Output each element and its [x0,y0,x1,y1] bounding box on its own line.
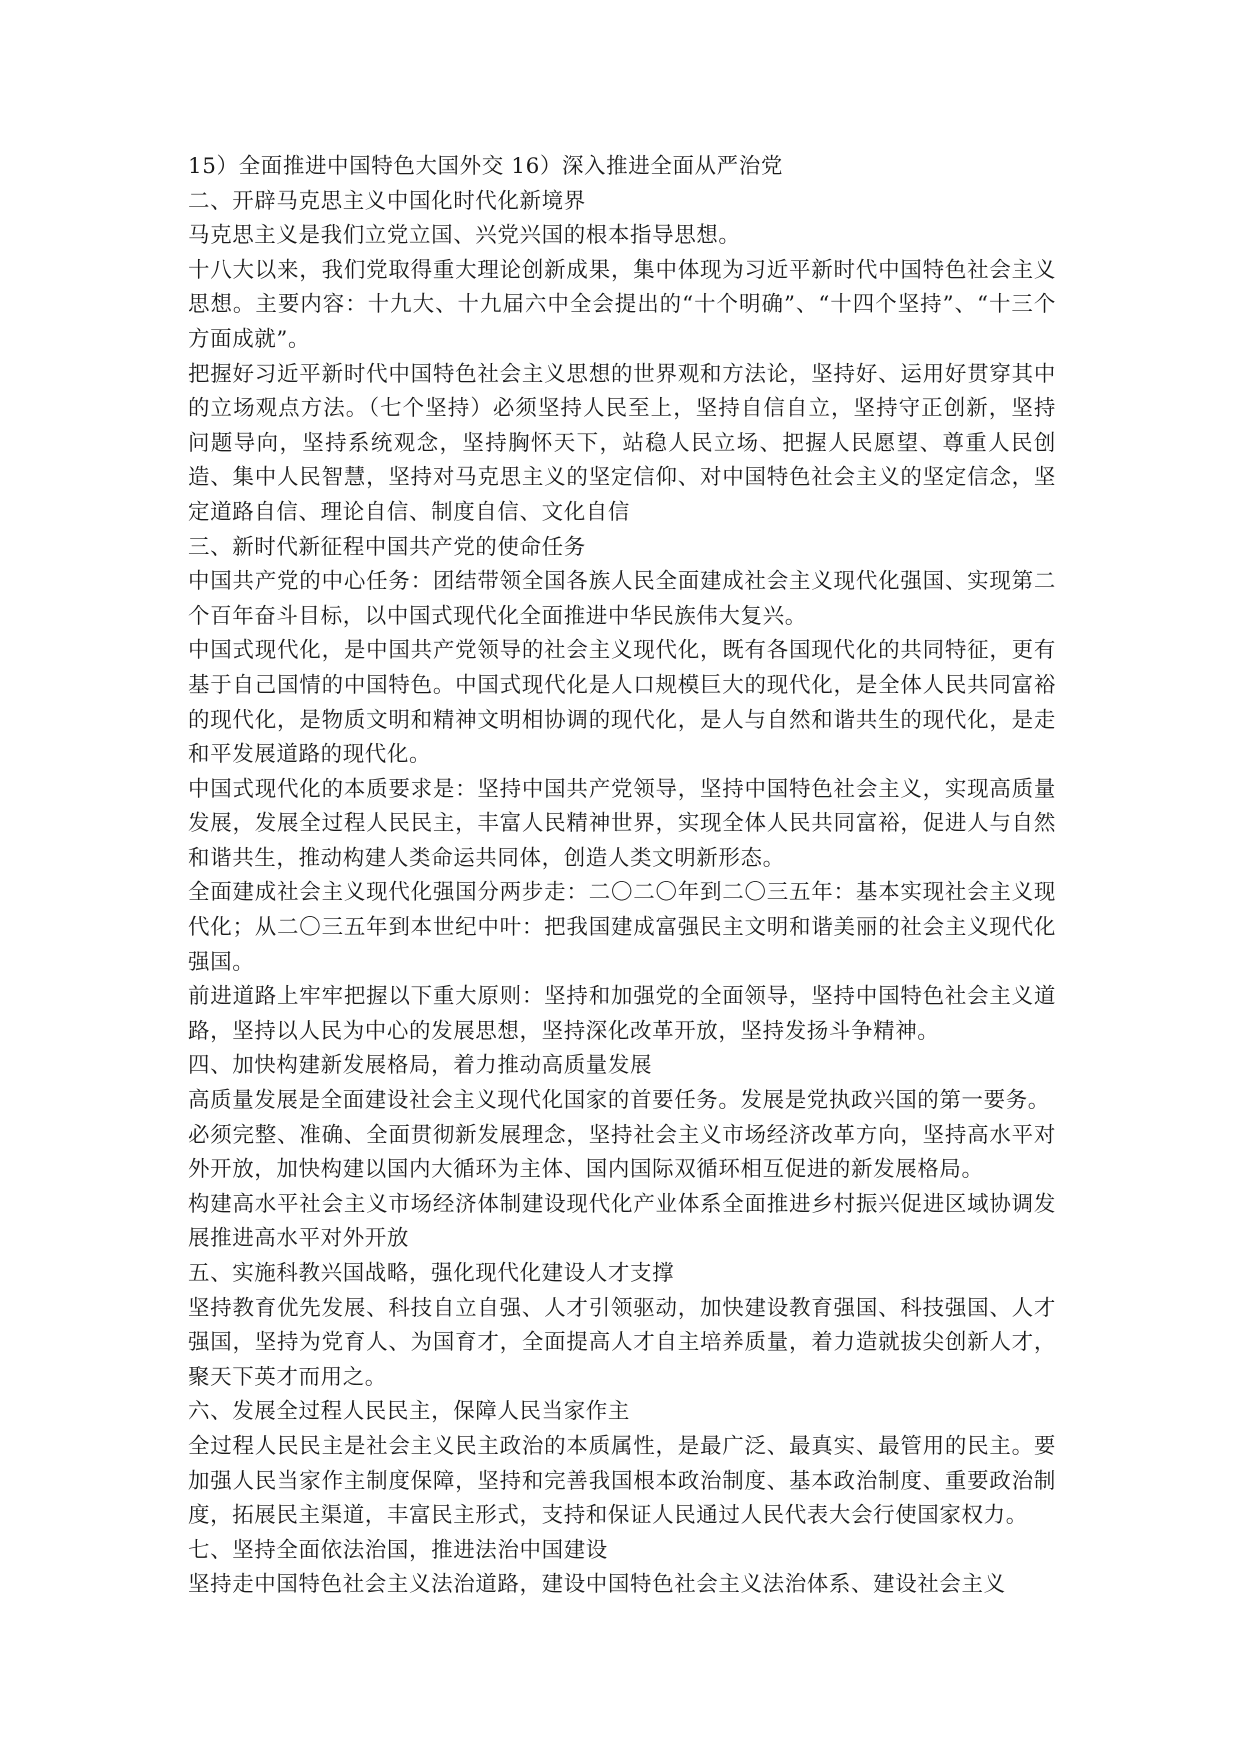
section-heading: 二、开辟马克思主义中国化时代化新境界 [188,188,586,214]
paragraph: 全过程人民民主是社会主义民主政治的本质属性，是最广泛、最真实、最管用的民主。要加强人民当家作主制度保障，坚持和完善我国根本政治制度、基本政治制度、重要政治制度，拓展民主渠道，丰富民主形式，支持和保证人民通过人民代表大会行使国家权力。 [188,1433,1056,1529]
section-heading: 四、加快构建新发展格局，着力推动高质量发展 [188,1053,653,1079]
paragraph: 把握好习近平新时代中国特色社会主义思想的世界观和方法论，坚持好、运用好贯穿其中的立场观点方法。（七个坚持）必须坚持人民至上，坚持自信自立，坚持守正创新，坚持问题导向，坚持系统观念，坚持胸怀天下，站稳人民立场、把握人民愿望、尊重人民创造、集中人民智慧，坚持对马克思主义的坚定信仰、对中国特色社会主义的坚定信念，坚定道路自信、理论自信、制度自信、文化自信 [188,361,1056,525]
section-heading: 六、发展全过程人民民主，保障人民当家作主 [188,1399,631,1425]
document-page [188,150,1056,1603]
section-heading: 五、实施科教兴国战略，强化现代化建设人才支撑 [188,1261,675,1286]
paragraph: 坚持教育优先发展、科技自立自强、人才引领驱动，加快建设教育强国、科技强国、人才强国，坚持为党育人、为国育才，全面提高人才自主培养质量，着力造就拔尖创新人才，聚天下英才而用之。 [188,1295,1056,1390]
paragraph: 中国式现代化，是中国共产党领导的社会主义现代化，既有各国现代化的共同特征，更有基于自己国情的中国特色。中国式现代化是人口规模巨大的现代化，是全体人民共同富裕的现代化，是物质文明和精神文明相协调的现代化，是人与自然和谐共生的现代化，是走和平发展道路的现代化。 [188,638,1056,768]
paragraph: 15）全面推进中国特色大国外交 16）深入推进全面从严治党 [188,154,783,179]
paragraph: 坚持走中国特色社会主义法治道路，建设中国特色社会主义法治体系、建设社会主义 [188,1572,1006,1598]
paragraph: 高质量发展是全面建设社会主义现代化国家的首要任务。发展是党执政兴国的第一要务。 [188,1088,1050,1114]
paragraph: 全面建成社会主义现代化强国分两步走：二〇二〇年到二〇三五年：基本实现社会主义现代化；从二〇三五年到本世纪中叶：把我国建成富强民主文明和谐美丽的社会主义现代化强国。 [188,880,1056,975]
paragraph: 必须完整、准确、全面贯彻新发展理念，坚持社会主义市场经济改革方向，坚持高水平对外开放，加快构建以国内大循环为主体、国内国际双循环相互促进的新发展格局。 [188,1122,1056,1183]
paragraph: 中国共产党的中心任务：团结带领全国各族人民全面建成社会主义现代化强国、实现第二个百年奋斗目标，以中国式现代化全面推进中华民族伟大复兴。 [188,569,1056,629]
paragraph: 十八大以来，我们党取得重大理论创新成果，集中体现为习近平新时代中国特色社会主义思想。主要内容：十九大、十九届六中全会提出的“十个明确”、“十四个坚持”、“十三个方面成就”。 [188,257,1056,352]
paragraph: 中国式现代化的本质要求是：坚持中国共产党领导，坚持中国特色社会主义，实现高质量发展，发展全过程人民民主，丰富人民精神世界，实现全体人民共同富裕，促进人与自然和谐共生，推动构建人类命运共同体，创造人类文明新形态。 [188,776,1056,871]
section-heading: 七、坚持全面依法治国，推进法治中国建设 [188,1537,608,1563]
paragraph: 前进道路上牢牢把握以下重大原则：坚持和加强党的全面领导，坚持中国特色社会主义道路，坚持以人民为中心的发展思想，坚持深化改革开放，坚持发扬斗争精神。 [188,984,1056,1044]
section-heading: 三、新时代新征程中国共产党的使命任务 [188,534,586,560]
paragraph: 马克思主义是我们立党立国、兴党兴国的根本指导思想。 [188,223,741,249]
paragraph: 构建高水平社会主义市场经济体制建设现代化产业体系全面推进乡村振兴促进区域协调发展推进高水平对外开放 [188,1191,1056,1252]
